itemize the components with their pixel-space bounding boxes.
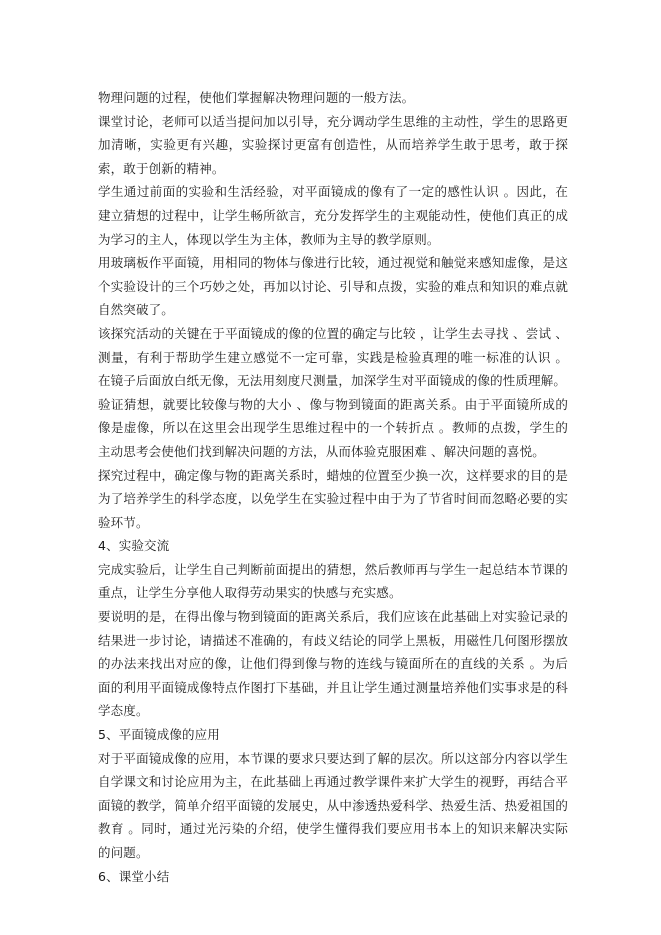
paragraph-applications: 对于平面镜成像的应用，本节课的要求只要达到了解的层次。所以这部分内容以学生自学课文和讨论应用为主，在此基础上再通过教学课件来扩大学生的视野，再结合平面镜的教学，简单介绍平面镜的发展史，从中渗透热爱科学、热爱生活、热爱祖国的教育 。同时，通过光污染的介绍，使学生懂得我们要应用书本上的知识来解决实际的问题。 [98,750,568,860]
paragraph-glass-plate: 用玻璃板作平面镜，用相同的物体与像进行比较，通过视觉和触觉来感知虚像，是这个实验设计的三个巧妙之处，再加以讨论、引导和点拨，实验的难点和知识的难点就自然突破了。 [98,255,568,318]
paragraph-explanation: 要说明的是，在得出像与物到镜面的距离关系后，我们应该在此基础上对实验记录的结果进一步讨论，请描述不准确的，有歧义结论的同学上黑板，用磁性几何图形摆放的办法来找出对应的像，让他们得到像与物的连线与镜面所在的直线的关系 。为后面的利用平面镜成像特点作图打下基础，并且让学生通过测量培养他们实事求是的科学态度。 [98,609,568,719]
section-heading-summary: 6、课堂小结 [98,868,170,884]
document-body [98,86,568,888]
section-heading-applications: 5、平面镜成像的应用 [98,727,220,743]
paragraph-method: 物理问题的过程，使他们掌握解决物理问题的一般方法。 [98,90,415,105]
paragraph-after-experiment: 完成实验后，让学生自己判断前面提出的猜想，然后教师再与学生一起总结本节课的重点，让学生分享他人取得劳动果实的快感与充实感。 [98,561,568,601]
paragraph-class-discussion: 课堂讨论，老师可以适当提问加以引导，充分调动学生思维的主动性，学生的思路更加清晰，实验更有兴趣，实验探讨更富有创造性，从而培养学生敢于思考，敢于探索，敢于创新的精神。 [98,113,568,176]
section-heading-experiment-exchange: 4、实验交流 [98,538,170,554]
paragraph-hypothesis: 学生通过前面的实验和生活经验，对平面镜成的像有了一定的感性认识 。因此，在建立猜想的过程中，让学生畅所欲言，充分发挥学生的主观能动性，使他们真正的成为学习的主人，体现以学生为主体，教师为主导的教学原则。 [98,184,568,247]
paragraph-key-activity: 该探究活动的关键在于平面镜成的像的位置的确定与比较 ，让学生去寻找 、尝试 、测量，有利于帮助学生建立感觉不一定可靠，实践是检验真理的唯一标准的认识 。在镜子后面放白纸无像，无法用刻度尺测量，加深学生对平面镜成的像的性质理解。 [98,325,568,389]
paragraph-inquiry-process: 探究过程中，确定像与物的距离关系时，蜡烛的位置至少换一次，这样要求的目的是为了培养学生的科学态度，以免学生在实验过程中由于为了节省时间而忽略必要的实验环节。 [98,467,568,530]
paragraph-verify-hypothesis: 验证猜想，就要比较像与物的大小 、像与物到镜面的距离关系。由于平面镜所成的像是虚像，所以在这里会出现学生思维过程中的一个转折点 。教师的点拨，学生的主动思考会使他们找到解决问题的方法，从而体验克服困难 、解决问题的喜悦。 [98,396,568,459]
